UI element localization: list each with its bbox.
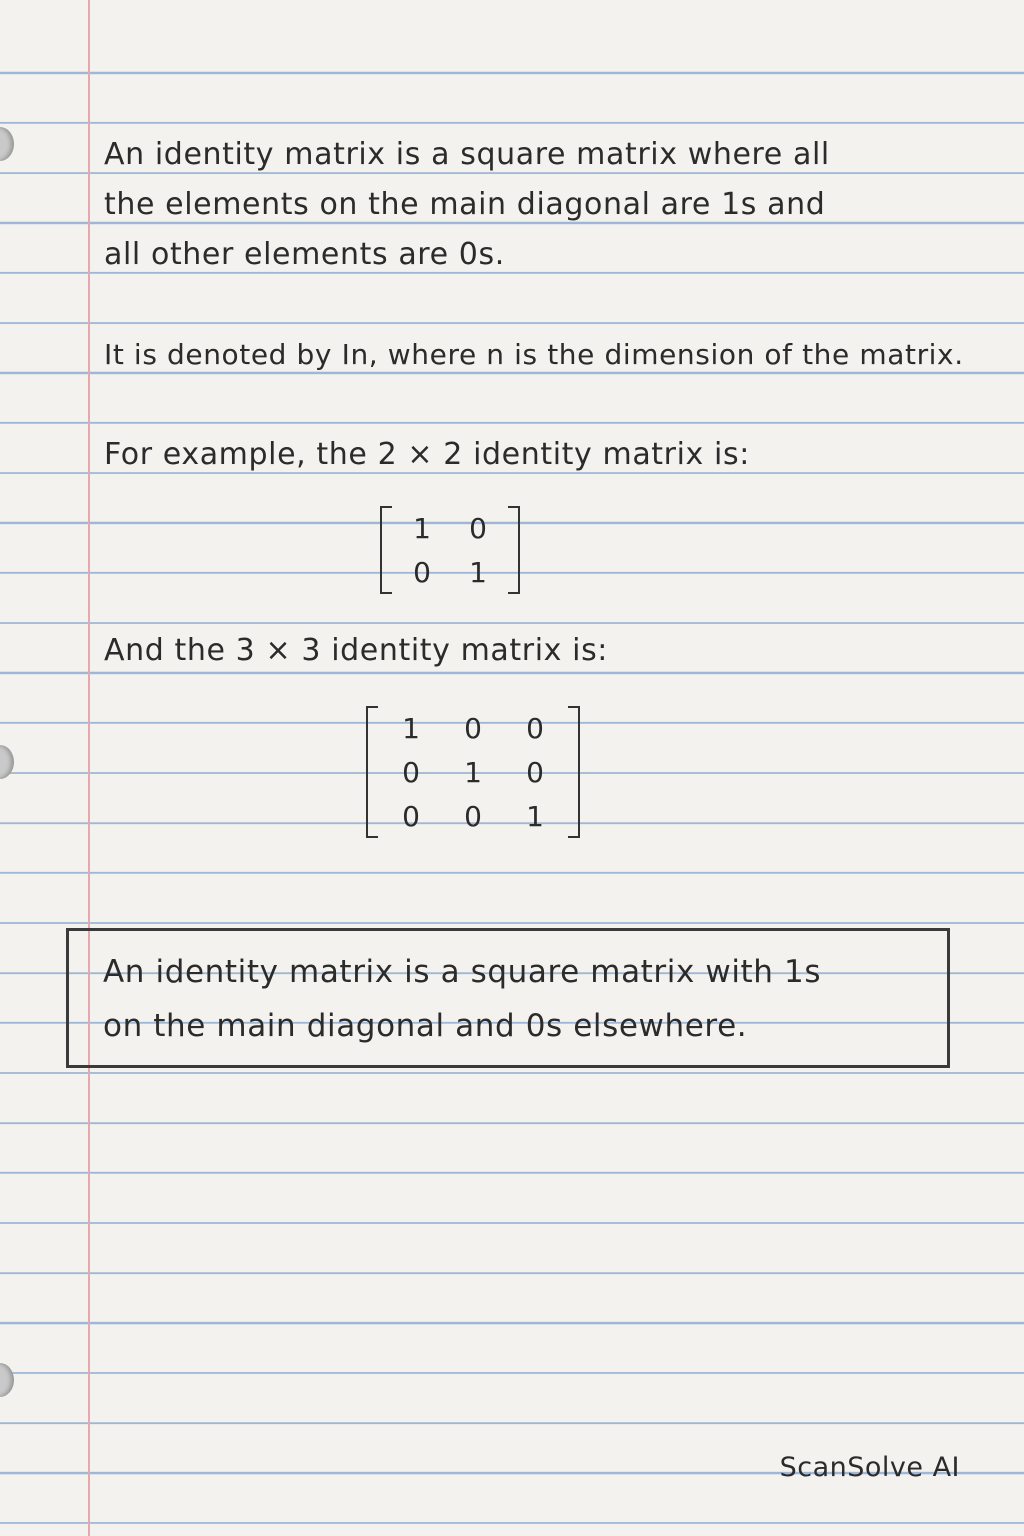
- summary-box: [66, 928, 950, 1068]
- matrix-cell: 0: [413, 555, 431, 589]
- intro-line: the elements on the main diagonal are 1s and: [104, 187, 826, 222]
- right-bracket: [508, 506, 520, 594]
- right-bracket: [568, 706, 580, 838]
- matrix-2x2: [380, 506, 520, 594]
- matrix-cell: 0: [464, 711, 482, 745]
- notation-line: It is denoted by In, where n is the dimension of the matrix.: [104, 338, 964, 371]
- example-3x3-label-text: And the 3 × 3 identity matrix is:: [104, 633, 609, 668]
- matrix-cell: 0: [402, 755, 420, 789]
- matrix-cell: 0: [402, 799, 420, 833]
- matrix-cell: 1: [413, 511, 431, 545]
- summary-line: on the main diagonal and 0s elsewhere.: [103, 1008, 748, 1044]
- margin-line: [88, 0, 90, 1536]
- summary-line: An identity matrix is a square matrix with 1s: [103, 954, 822, 990]
- matrix-3x3-grid: [378, 706, 568, 838]
- intro-line: An identity matrix is a square matrix where all: [104, 137, 830, 172]
- matrix-cell: 0: [469, 511, 487, 545]
- matrix-cell: 0: [464, 799, 482, 833]
- matrix-cell: 1: [402, 711, 420, 745]
- matrix-3x3: [366, 706, 580, 838]
- left-bracket: [366, 706, 378, 838]
- intro-paragraph: [104, 130, 830, 280]
- matrix-cell: 1: [469, 555, 487, 589]
- brand-signature: ScanSolve AI: [779, 1452, 960, 1483]
- left-bracket: [380, 506, 392, 594]
- matrix-cell: 0: [526, 755, 544, 789]
- matrix-cell: 0: [526, 711, 544, 745]
- example-2x2-label: [104, 430, 750, 480]
- matrix-cell: 1: [464, 755, 482, 789]
- notation-text: [104, 330, 964, 380]
- summary-text: [103, 945, 821, 1053]
- matrix-2x2-grid: [392, 506, 508, 594]
- example-2x2-label-text: For example, the 2 × 2 identity matrix is:: [104, 437, 750, 472]
- matrix-cell: 1: [526, 799, 544, 833]
- intro-line: all other elements are 0s.: [104, 237, 505, 272]
- example-3x3-label: [104, 626, 608, 676]
